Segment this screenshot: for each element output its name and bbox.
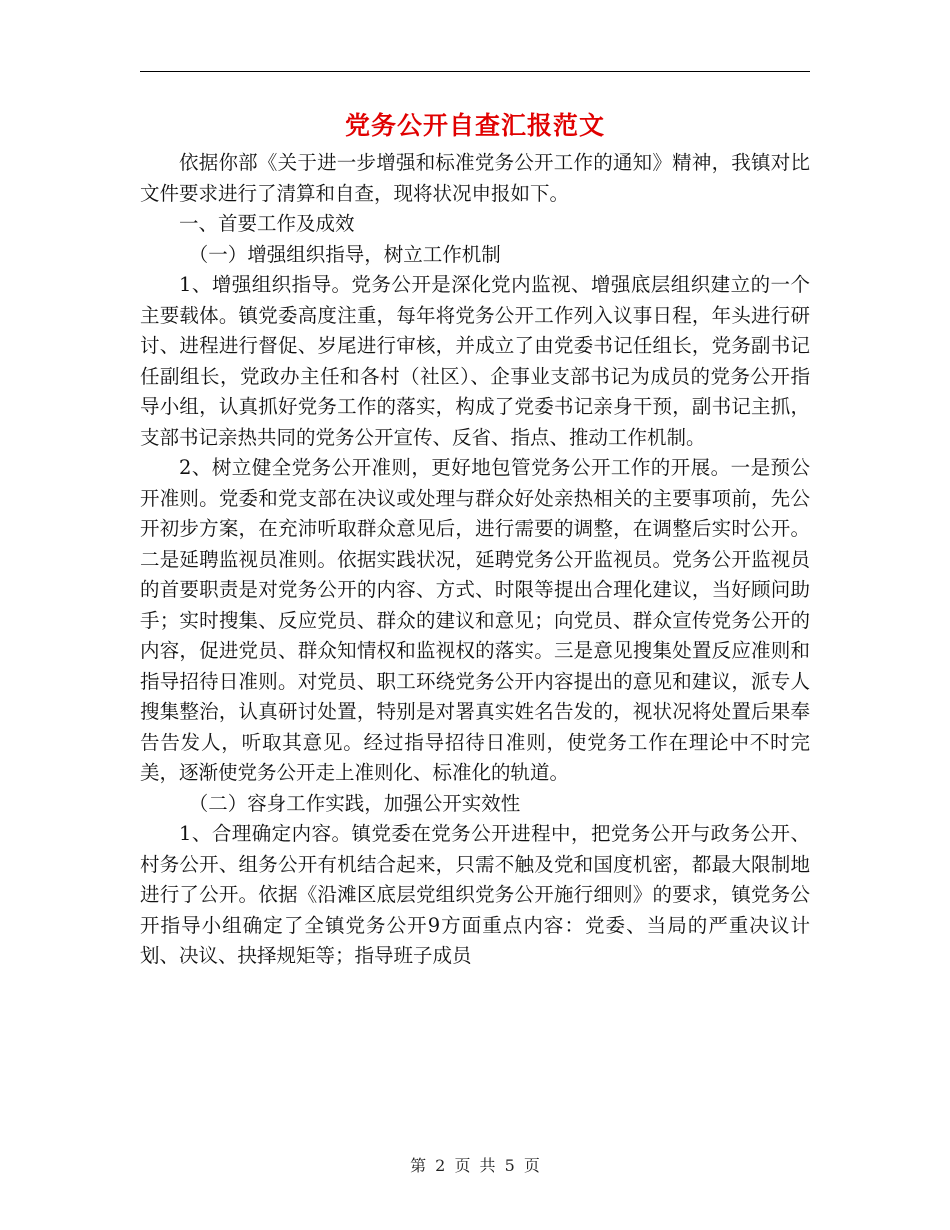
document-title: 党务公开自查汇报范文	[344, 111, 605, 140]
document-body	[140, 148, 810, 972]
paragraph-1-1: 1、增强组织指导。党务公开是深化党内监视、增强底层组织建立的一个主要载体。镇党委高度注重，每年将党务公开工作列入议事日程，年头进行研讨、进程进行督促、岁尾进行审核，并成立了由党委书记任组长，党务副书记任副组长，党政办主任和各村（社区）、企事业支部书记为成员的党务公开指导小组，认真抓好党务工作的落实，构成了党委书记亲身干预，副书记主抓，支部书记亲热共同的党务公开宣传、反省、指点、推动工作机制。	[140, 273, 810, 449]
page-footer: 第 2 页 共 5 页	[410, 1156, 540, 1175]
subsection-heading-1: （一）增强组织指导，树立工作机制	[188, 242, 501, 266]
paragraph-2-1: 1、合理确定内容。镇党委在党务公开进程中，把党务公开与政务公开、村务公开、组务公开有机结合起来，只需不触及党和国度机密，都最大限制地进行了公开。依据《沿滩区底层党组织党务公开施行细则》的要求，镇党务公开指导小组确定了全镇党务公开9方面重点内容：党委、当局的严重决议计划、决议、抉择规矩等；指导班子成员	[140, 822, 810, 967]
paragraph-intro: 依据你部《关于进一步增强和标准党务公开工作的通知》精神，我镇对比文件要求进行了清算和自查，现将状况申报如下。	[140, 151, 810, 205]
header-rule	[140, 71, 810, 72]
paragraph-1-2: 2、树立健全党务公开准则，更好地包管党务公开工作的开展。一是预公开准则。党委和党支部在决议或处理与群众好处亲热相关的主要事项前，先公开初步方案，在充沛听取群众意见后，进行需要的调整，在调整后实时公开。二是延聘监视员准则。依据实践状况，延聘党务公开监视员。党务公开监视员的首要职责是对党务公开的内容、方式、时限等提出合理化建议，当好顾问助手；实时搜集、反应党员、群众的建议和意见；向党员、群众宣传党务公开的内容，促进党员、群众知情权和监视权的落实。三是意见搜集处置反应准则和指导招待日准则。对党员、职工环绕党务公开内容提出的意见和建议，派专人搜集整治，认真研讨处置，特别是对署真实姓名告发的，视状况将处置后果奉告告发人，听取其意见。经过指导招待日准则，使党务工作在理论中不时完美，逐渐使党务公开走上准则化、标准化的轨道。	[140, 456, 810, 784]
section-heading-1: 一、首要工作及成效	[179, 212, 355, 235]
subsection-heading-2: （二）容身工作实践，加强公开实效性	[188, 791, 521, 815]
